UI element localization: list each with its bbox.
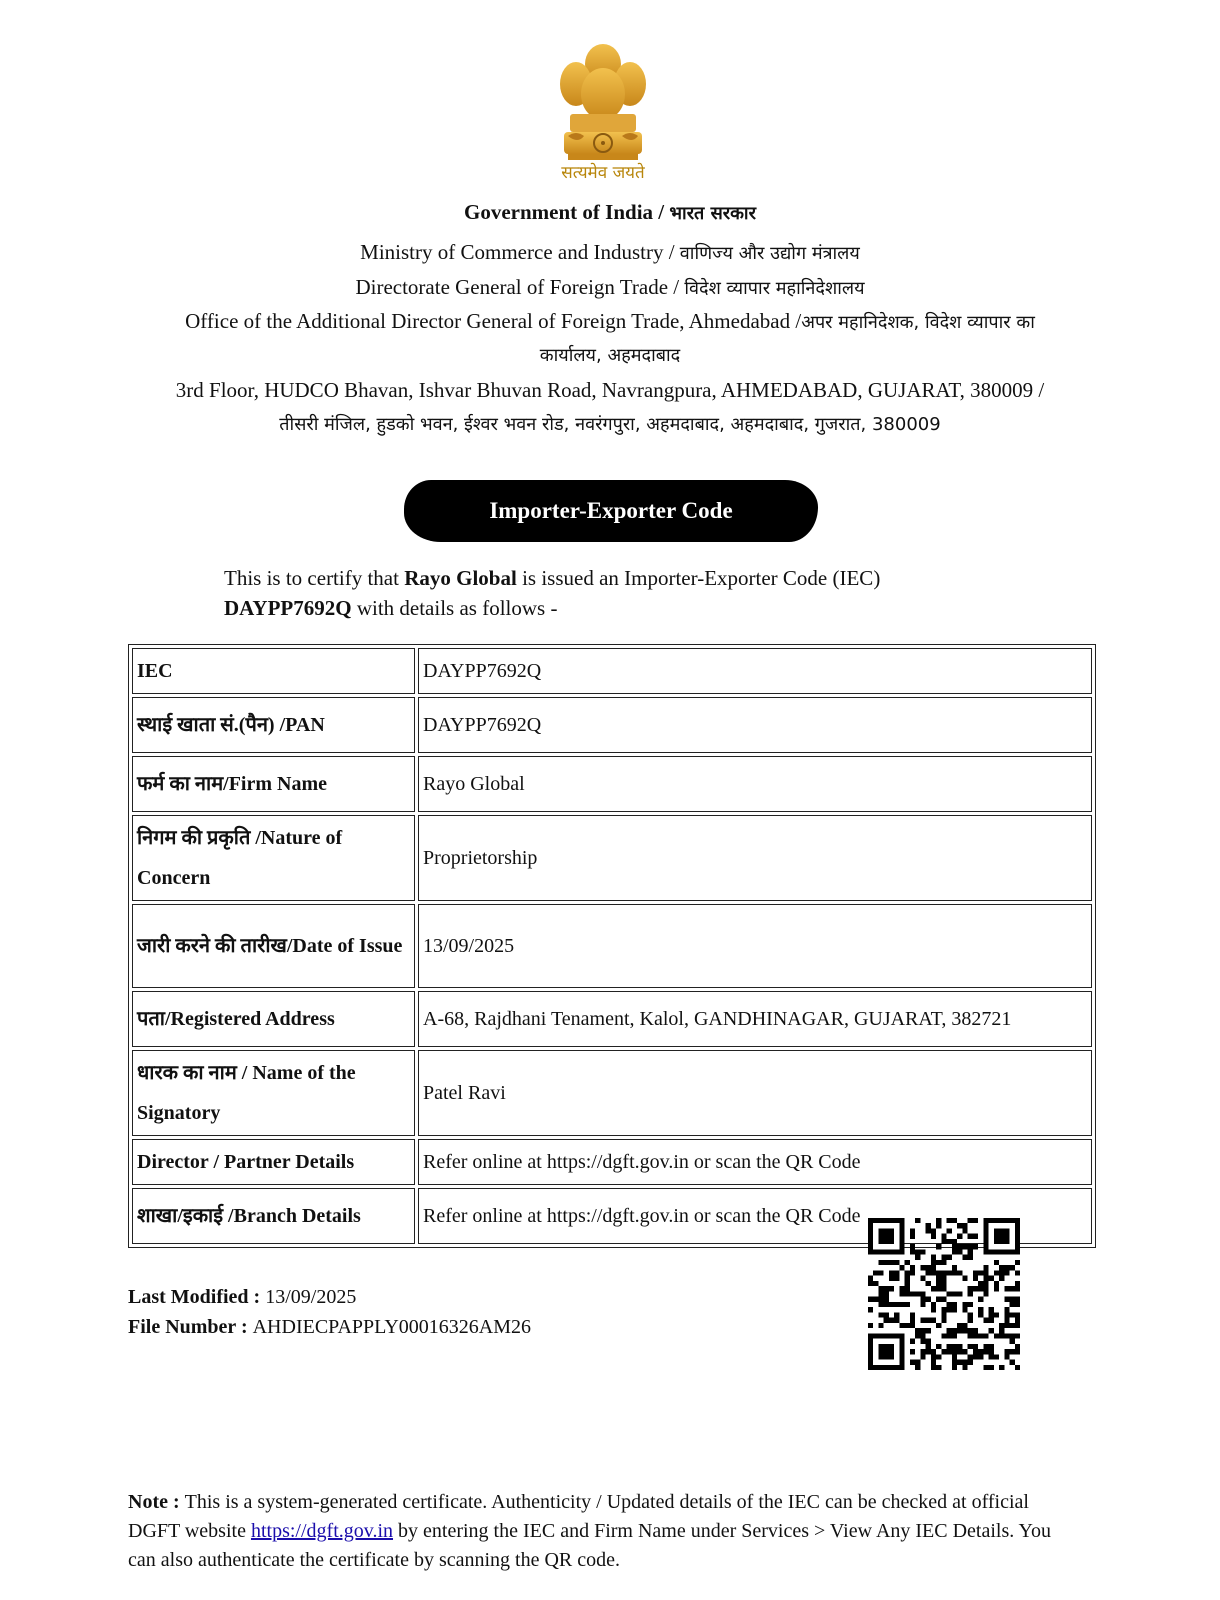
- row-label: जारी करने की तारीख/Date of Issue: [132, 904, 415, 988]
- motto-text: सत्यमेव जयते: [561, 163, 645, 183]
- note-label: Note :: [128, 1491, 185, 1513]
- row-label: IEC: [132, 648, 415, 694]
- table-row: [132, 756, 1092, 812]
- ministry-hi: वाणिज्य और उद्योग मंत्रालय: [679, 243, 860, 264]
- gov-en: Government of India /: [464, 200, 670, 224]
- file-number-value: AHDIECPAPPLY00016326AM26: [252, 1316, 532, 1338]
- row-value: DAYPP7692Q: [418, 697, 1092, 753]
- qr-code-icon[interactable]: [868, 1218, 1020, 1370]
- last-modified-label: Last Modified :: [128, 1286, 266, 1308]
- row-label: शाखा/इकाई /Branch Details: [132, 1188, 415, 1244]
- row-value: A-68, Rajdhani Tenament, Kalol, GANDHINAGAR, GUJARAT, 382721: [418, 991, 1092, 1047]
- footer-note: [128, 1488, 1068, 1575]
- government-title: [0, 200, 1220, 225]
- certification-statement: [224, 563, 944, 623]
- row-value: Refer online at https://dgft.gov.in or scan the QR Code: [418, 1188, 1092, 1244]
- certify-iec: DAYPP7692Q: [224, 596, 352, 620]
- address-hi: तीसरी मंजिल, हुडको भवन, ईश्वर भवन रोड, नवरंगपुरा, अहमदाबाद, अहमदाबाद, गुजरात, 380009: [279, 414, 941, 435]
- note-text-1: This is a system-generated certificate. Authenticity / Updated details of the IEC can be checked at official DGFT website: [128, 1491, 1029, 1542]
- last-modified-value: 13/09/2025: [265, 1286, 357, 1308]
- table-row: [132, 1139, 1092, 1185]
- row-value: DAYPP7692Q: [418, 648, 1092, 694]
- note-text-2: by entering the IEC and Firm Name under Services > View Any IEC Details. You can also authenticate the certificate by scanning the QR code.: [128, 1520, 1051, 1571]
- table-row: [132, 991, 1092, 1047]
- table-row: [132, 1050, 1092, 1136]
- dgft-link[interactable]: https://dgft.gov.in: [250, 1520, 394, 1542]
- dgft-line: [0, 275, 1220, 300]
- office-hi-1: अपर महानिदेशक, विदेश व्यापार का: [801, 312, 1035, 333]
- table-row: [132, 815, 1092, 901]
- table-row: [132, 904, 1092, 988]
- row-value: Refer online at https://dgft.gov.in or scan the QR Code: [418, 1139, 1092, 1185]
- ministry-line: [0, 240, 1220, 265]
- office-line: [0, 309, 1220, 334]
- row-value: 13/09/2025: [418, 904, 1092, 988]
- ministry-en: Ministry of Commerce and Industry /: [360, 240, 680, 264]
- row-label: निगम की प्रकृति /Nature of Concern: [132, 815, 415, 901]
- row-label: धारक का नाम / Name of the Signatory: [132, 1050, 415, 1136]
- dgft-en: Directorate General of Foreign Trade /: [355, 275, 685, 299]
- details-table: [128, 644, 1096, 1248]
- dgft-hi: विदेश व्यापार महानिदेशालय: [684, 278, 865, 299]
- row-value: Patel Ravi: [418, 1050, 1092, 1136]
- certify-firm: Rayo Global: [404, 566, 517, 590]
- address-en: 3rd Floor, HUDCO Bhavan, Ishvar Bhuvan Road, Navrangpura, AHMEDABAD, GUJARAT, 380009 /: [175, 378, 1045, 402]
- row-value: Proprietorship: [418, 815, 1092, 901]
- row-value: Rayo Global: [418, 756, 1092, 812]
- row-label: पता/Registered Address: [132, 991, 415, 1047]
- table-row: [132, 697, 1092, 753]
- gov-hi: भारत सरकार: [669, 203, 756, 224]
- certify-suffix: with details as follows -: [351, 596, 558, 620]
- file-number-label: File Number :: [128, 1316, 253, 1338]
- office-en: Office of the Additional Director General of Foreign Trade, Ahmedabad /: [185, 309, 802, 333]
- meta-block: [128, 1282, 531, 1342]
- certify-middle: is issued an Importer-Exporter Code (IEC): [516, 566, 881, 590]
- certify-prefix: This is to certify that: [224, 566, 405, 590]
- certificate-title: Importer-Exporter Code: [404, 480, 818, 542]
- last-modified: [128, 1282, 531, 1312]
- row-label: फर्म का नाम/Firm Name: [132, 756, 415, 812]
- row-label: स्थाई खाता सं.(पैन) /PAN: [132, 697, 415, 753]
- file-number: [128, 1312, 531, 1342]
- table-row: [132, 648, 1092, 694]
- row-label: Director / Partner Details: [132, 1139, 415, 1185]
- office-line-2: कार्यालय, अहमदाबाद: [539, 345, 681, 366]
